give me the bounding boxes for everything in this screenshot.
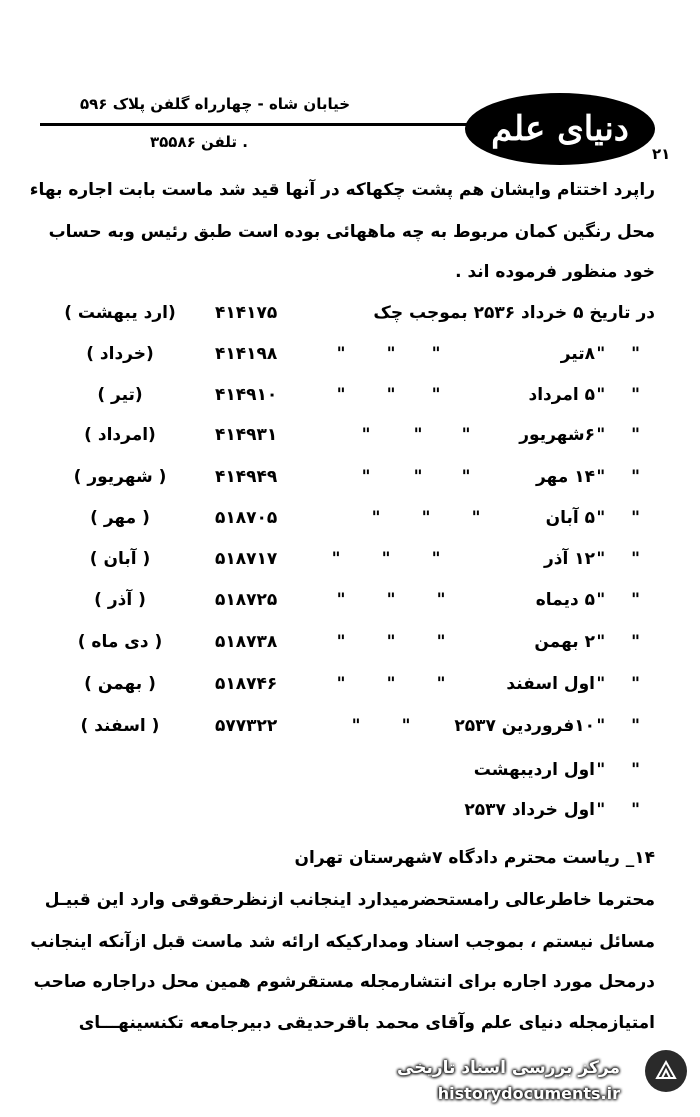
payment-month: ( شهریور ) [73,467,167,487]
payment-date: اول اسفند [506,674,595,694]
payment-row [40,508,655,538]
payment-date: ۱۰فروردین ۲۵۳۷ [454,716,595,736]
payment-date: ۵ دیماه [535,590,595,610]
header-rule [40,123,470,126]
payment-row [40,632,655,662]
magazine-logo [465,93,655,165]
payment-month: (ارد یبهشت ) [64,303,176,323]
check-number: ۴۱۴۹۳۱ [215,425,278,445]
ditto-mark: " [336,344,346,364]
ditto-mark: " [386,385,396,405]
payment-month: (امرداد ) [84,425,156,445]
footer-url: historydocuments.ir [437,1084,620,1103]
check-number: ۵۱۸۷۳۸ [215,632,278,652]
logo-text: دنیای علم [491,109,629,149]
payment-date: ۱۴ مهر [535,467,595,487]
payment-month: ( آذر ) [94,590,146,610]
payment-month: ( مهر ) [90,508,150,528]
footer-title: مرکز بررسی اسناد تاریخی [397,1058,620,1078]
header-address: خیابان شاه - چهارراه گلفن پلاک ۵۹۶ [80,95,351,113]
payment-month: ( آبان ) [89,549,151,569]
payment-date: اول اردیبهشت [473,760,595,780]
intro-line: محل رنگین کمان مربوط به چه ماههائی بوده است طبق رئیس وبه حساب [48,222,655,242]
ditto-mark: " " [596,800,650,820]
payment-row [40,760,655,790]
check-number: ۴۱۴۹۴۹ [215,467,278,487]
check-number: ۵۱۸۷۲۵ [215,590,278,610]
payment-row [40,344,655,374]
header-phone: . تلفن ۳۵۵۸۶ [150,133,248,151]
archive-logo-icon [645,1050,687,1092]
ditto-mark: " [413,425,423,445]
payment-date: ۵ امرداد [528,385,595,405]
payment-date: ۲ بهمن [534,632,595,652]
ditto-mark: " [386,674,396,694]
ditto-mark: " [371,508,381,528]
ditto-mark: " " [596,632,650,652]
payment-row [40,425,655,455]
ditto-mark: " [386,632,396,652]
payment-row [40,385,655,415]
ditto-mark: " [436,674,446,694]
ditto-mark: " [436,590,446,610]
ditto-mark: " " [596,385,650,405]
payment-month: (خرداد ) [86,344,154,364]
body-line: امتیازمجله دنیای علم وآقای محمد باقرحدیقی دبیرجامعه تکنسینهـــای [78,1013,655,1033]
ditto-mark: " [431,344,441,364]
intro-line: خود منظور فرموده اند . [455,262,655,282]
payment-row [40,467,655,497]
ditto-mark: " [413,467,423,487]
payment-intro-text: در تاریخ ۵ خرداد ۲۵۳۶ بموجب چک [373,303,655,323]
payment-date: ۸تیر [560,344,595,364]
ditto-mark: " " [596,425,650,445]
ditto-mark: " " [596,344,650,364]
ditto-mark: " [336,674,346,694]
ditto-mark: " " [596,674,650,694]
body-line: محترما خاطرعالی رامستحضرمیدارد اینجانب ازنظرحقوقی وارد این قبیـل [44,890,655,910]
ditto-mark: " [461,425,471,445]
payment-date: ۶شهریور [519,425,595,445]
payment-month: ( دی ماه ) [77,632,163,652]
payment-row [40,800,655,830]
ditto-mark: " " [596,760,650,780]
payment-row [40,303,655,333]
payment-month: ( بهمن ) [84,674,156,694]
page-number: ۲۱ [652,145,671,163]
check-number: ۴۱۴۹۱۰ [215,385,278,405]
intro-line: راپرد اختتام وایشان هم پشت چکهاکه در آنها قید شد ماست بابت اجاره بهاء [29,180,655,200]
ditto-mark: " [381,549,391,569]
check-number: ۵۱۸۷۴۶ [215,674,278,694]
body-line: مسائل نیستم ، بموجب اسناد ومدارکیکه ارائه شد ماست قبل ازآنکه اینجانب [30,932,655,952]
section-heading: ۱۴_ ریاست محترم دادگاه ۷شهرستان تهران [294,848,655,868]
payment-date: ۱۲ آذر [543,549,595,569]
check-number: ۵۷۷۳۲۲ [215,716,278,736]
ditto-mark: " [461,467,471,487]
ditto-mark: " [361,425,371,445]
ditto-mark: " [336,385,346,405]
ditto-mark: " " [596,590,650,610]
ditto-mark: " [336,632,346,652]
payment-date: ۵ آبان [545,508,595,528]
payment-row [40,674,655,704]
ditto-mark: " " [596,549,650,569]
ditto-mark: " [471,508,481,528]
ditto-mark: " [386,344,396,364]
payment-row [40,590,655,620]
ditto-mark: " [421,508,431,528]
check-number: ۵۱۸۷۰۵ [215,508,278,528]
ditto-mark: " " [596,467,650,487]
ditto-mark: " [386,590,396,610]
ditto-mark: " [361,467,371,487]
payment-month: ( اسفند ) [80,716,160,736]
ditto-mark: " " [596,716,650,736]
check-number: ۵۱۸۷۱۷ [215,549,278,569]
ditto-mark: " [431,549,441,569]
body-line: درمحل مورد اجاره برای انتشارمجله مستقرشوم همین محل دراجاره صاحب [33,972,655,992]
ditto-mark: " [351,716,361,736]
payment-date: اول خرداد ۲۵۳۷ [464,800,595,820]
ditto-mark: " [431,385,441,405]
ditto-mark: " [436,632,446,652]
payment-row [40,549,655,579]
payment-month: (تیر ) [97,385,143,405]
check-number: ۴۱۴۱۹۸ [215,344,278,364]
payment-row [40,716,655,746]
ditto-mark: " [331,549,341,569]
ditto-mark: " [401,716,411,736]
ditto-mark: " [336,590,346,610]
check-number: ۴۱۴۱۷۵ [215,303,278,323]
ditto-mark: " " [596,508,650,528]
